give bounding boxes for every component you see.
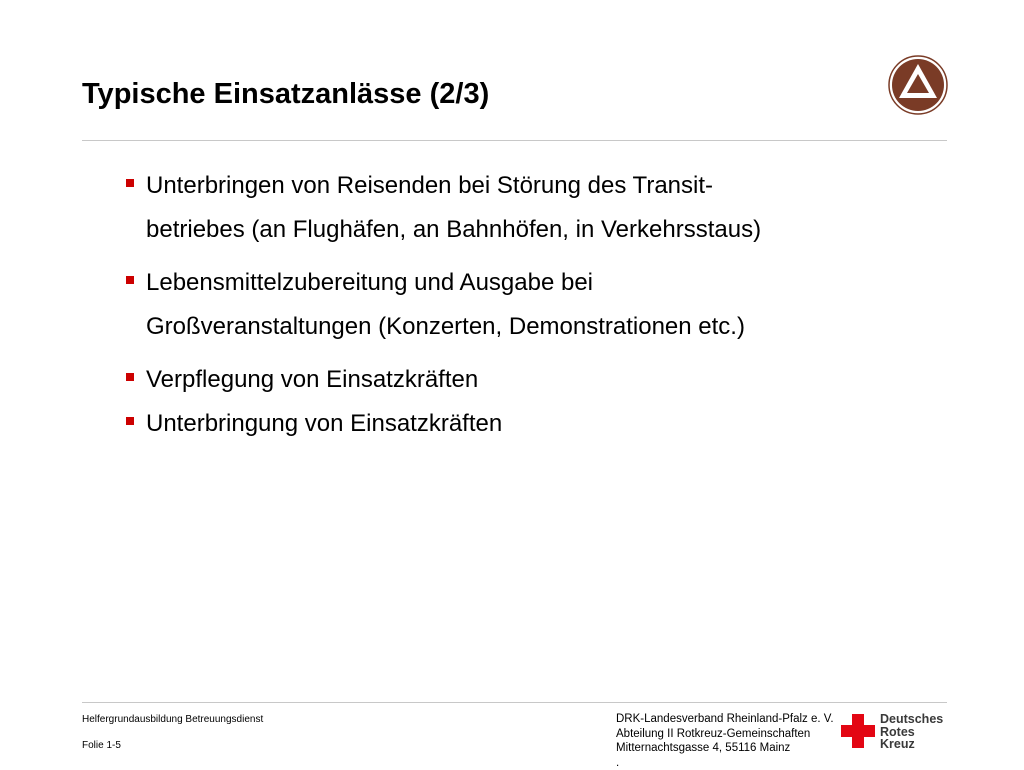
bullet-text: betriebes (an Flughäfen, an Bahnhöfen, in Verkehrsstaus): [146, 216, 761, 243]
footer-course: Helfergrundausbildung Betreuungsdienst: [82, 714, 263, 725]
bullet-square-icon: [126, 179, 134, 187]
address-line: Mitternachtsgasse 4, 55116 Mainz: [616, 741, 834, 756]
bullet-item: [125, 261, 925, 349]
bullet-text: Verpflegung von Einsatzkräften: [146, 366, 478, 393]
address-line: .: [616, 756, 834, 770]
bullet-text: Großveranstaltungen (Konzerten, Demonstrationen etc.): [146, 313, 745, 340]
footer-slide-number: Folie 1-5: [82, 740, 121, 751]
address-line: DRK-Landesverband Rheinland-Pfalz e. V.: [616, 712, 834, 727]
address-line: Abteilung II Rotkreuz-Gemeinschaften: [616, 727, 834, 742]
slide-title: Typische Einsatzanlässe (2/3): [82, 78, 489, 111]
footer-address: [616, 712, 834, 770]
bullet-square-icon: [126, 417, 134, 425]
bullet-text: Unterbringung von Einsatzkräften: [146, 410, 502, 437]
bullet-item: [125, 164, 925, 252]
bullet-square-icon: [126, 276, 134, 284]
bullet-item: [125, 402, 925, 446]
triangle-emblem-icon: [888, 55, 948, 115]
red-cross-icon: [841, 714, 875, 748]
bullet-item: [125, 358, 925, 402]
bullet-text: Lebensmittelzubereitung und Ausgabe bei: [146, 269, 593, 296]
header-divider: [82, 140, 947, 141]
bullet-square-icon: [126, 373, 134, 381]
bullet-text: Unterbringen von Reisenden bei Störung des Transit-: [146, 172, 713, 199]
bullet-list: [125, 164, 925, 455]
drk-logo-text: Deutsches Rotes Kreuz: [880, 713, 943, 751]
footer-divider: [82, 702, 947, 703]
